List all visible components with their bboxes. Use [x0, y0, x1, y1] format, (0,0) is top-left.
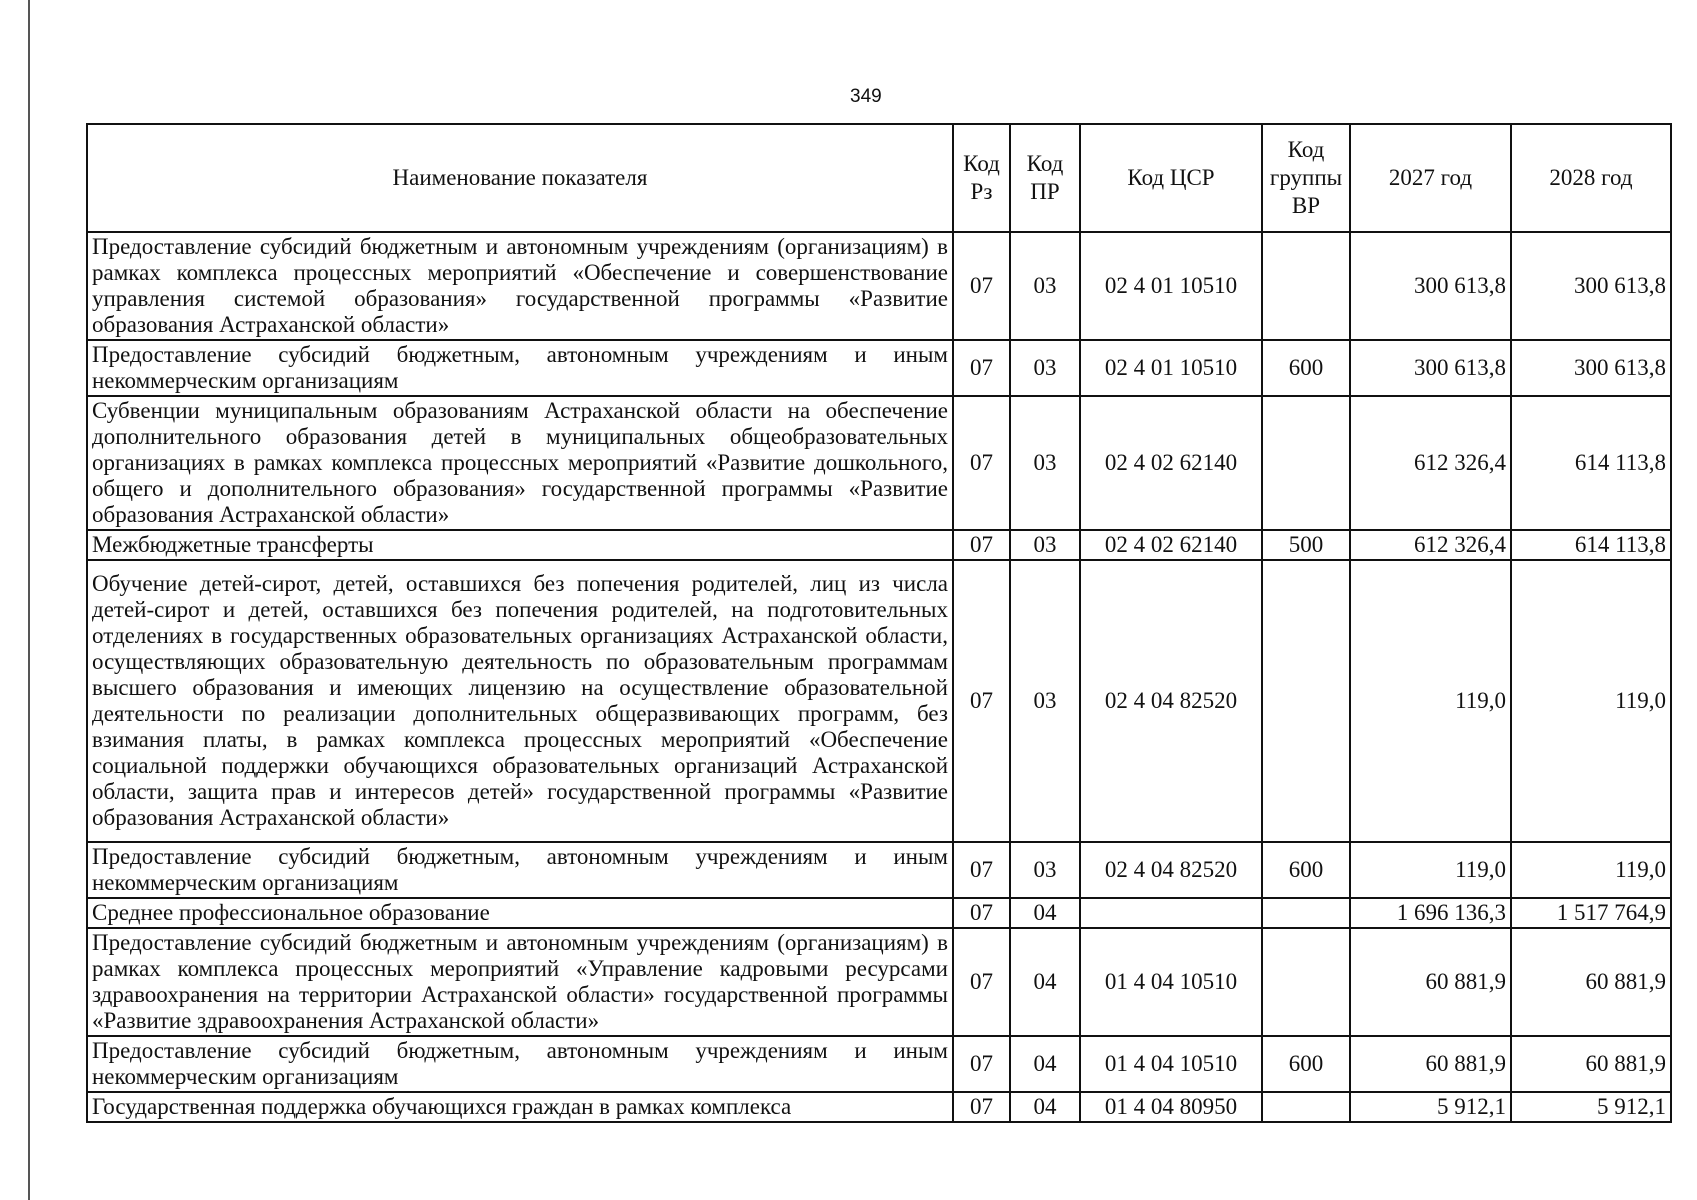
row-rz: 07: [953, 842, 1010, 898]
row-2027: 119,0: [1350, 560, 1511, 842]
row-pr: 04: [1010, 898, 1080, 928]
row-2028: 119,0: [1511, 560, 1671, 842]
row-name: Предоставление субсидий бюджетным и автономным учреждениям (организациям) в рамках комплекса процессных мероприятий «Обеспечение и совершенствование управления системой образования» государственной программы «Развитие образования Астраханской области»: [87, 232, 953, 340]
row-2028: 60 881,9: [1511, 1036, 1671, 1092]
row-rz: 07: [953, 928, 1010, 1036]
row-2027: 300 613,8: [1350, 232, 1511, 340]
header-csr: Код ЦСР: [1080, 124, 1262, 232]
margin-rule: [28, 0, 30, 1200]
row-2027: 60 881,9: [1350, 928, 1511, 1036]
row-name: Предоставление субсидий бюджетным и автономным учреждениям (организациям) в рамках комплекса процессных мероприятий «Управление кадровыми ресурсами здравоохранения на территории Астраханской области» государственной программы «Развитие здравоохранения Астраханской области»: [87, 928, 953, 1036]
row-2028: 300 613,8: [1511, 340, 1671, 396]
page-number: 349: [850, 86, 882, 107]
header-vr: Код группы ВР: [1262, 124, 1350, 232]
row-rz: 07: [953, 232, 1010, 340]
table-row: [87, 232, 1671, 340]
row-pr: 03: [1010, 396, 1080, 530]
table-row: [87, 898, 1671, 928]
row-2027: 612 326,4: [1350, 530, 1511, 560]
header-pr: Код ПР: [1010, 124, 1080, 232]
row-pr: 04: [1010, 928, 1080, 1036]
row-csr: 02 4 02 62140: [1080, 530, 1262, 560]
row-2028: 119,0: [1511, 842, 1671, 898]
row-rz: 07: [953, 530, 1010, 560]
row-rz: 07: [953, 560, 1010, 842]
row-name: Государственная поддержка обучающихся граждан в рамках комплекса: [87, 1092, 953, 1122]
table-row: [87, 340, 1671, 396]
row-vr: 600: [1262, 340, 1350, 396]
row-2027: 1 696 136,3: [1350, 898, 1511, 928]
row-name: Предоставление субсидий бюджетным, автономным учреждениям и иным некоммерческим организациям: [87, 1036, 953, 1092]
row-rz: 07: [953, 1092, 1010, 1122]
header-rz: Код Рз: [953, 124, 1010, 232]
row-pr: 04: [1010, 1092, 1080, 1122]
budget-table: [86, 123, 1672, 1123]
table-row: [87, 842, 1671, 898]
row-vr: [1262, 396, 1350, 530]
row-2027: 119,0: [1350, 842, 1511, 898]
row-csr: 01 4 04 80950: [1080, 1092, 1262, 1122]
row-csr: 02 4 02 62140: [1080, 396, 1262, 530]
row-vr: [1262, 928, 1350, 1036]
table-row: [87, 560, 1671, 842]
row-2028: 60 881,9: [1511, 928, 1671, 1036]
row-2028: 614 113,8: [1511, 530, 1671, 560]
row-vr: [1262, 232, 1350, 340]
row-name: Среднее профессиональное образование: [87, 898, 953, 928]
row-pr: 03: [1010, 340, 1080, 396]
row-vr: [1262, 560, 1350, 842]
row-pr: 04: [1010, 1036, 1080, 1092]
row-2028: 300 613,8: [1511, 232, 1671, 340]
table-header-row: [87, 124, 1671, 232]
row-pr: 03: [1010, 232, 1080, 340]
row-csr: [1080, 898, 1262, 928]
row-vr: 500: [1262, 530, 1350, 560]
row-csr: 02 4 01 10510: [1080, 340, 1262, 396]
row-vr: 600: [1262, 842, 1350, 898]
row-name: Субвенции муниципальным образованиям Астраханской области на обеспечение дополнительного образования детей в муниципальных общеобразовательных организациях в рамках комплекса процессных мероприятий «Развитие дошкольного, общего и дополнительного образования» государственной программы «Развитие образования Астраханской области»: [87, 396, 953, 530]
row-rz: 07: [953, 898, 1010, 928]
row-2027: 300 613,8: [1350, 340, 1511, 396]
row-vr: [1262, 898, 1350, 928]
row-pr: 03: [1010, 560, 1080, 842]
row-rz: 07: [953, 340, 1010, 396]
row-csr: 01 4 04 10510: [1080, 928, 1262, 1036]
row-name: Предоставление субсидий бюджетным, автономным учреждениям и иным некоммерческим организациям: [87, 842, 953, 898]
header-2027: 2027 год: [1350, 124, 1511, 232]
row-pr: 03: [1010, 842, 1080, 898]
row-vr: 600: [1262, 1036, 1350, 1092]
row-2027: 60 881,9: [1350, 1036, 1511, 1092]
header-2028: 2028 год: [1511, 124, 1671, 232]
row-rz: 07: [953, 1036, 1010, 1092]
row-2028: 5 912,1: [1511, 1092, 1671, 1122]
row-name: Межбюджетные трансферты: [87, 530, 953, 560]
table-row: [87, 396, 1671, 530]
row-csr: 02 4 04 82520: [1080, 560, 1262, 842]
row-csr: 01 4 04 10510: [1080, 1036, 1262, 1092]
table-row: [87, 530, 1671, 560]
header-name: Наименование показателя: [87, 124, 953, 232]
table-row: [87, 1036, 1671, 1092]
row-csr: 02 4 01 10510: [1080, 232, 1262, 340]
row-2028: 1 517 764,9: [1511, 898, 1671, 928]
table-row: [87, 928, 1671, 1036]
row-csr: 02 4 04 82520: [1080, 842, 1262, 898]
row-name: Предоставление субсидий бюджетным, автономным учреждениям и иным некоммерческим организациям: [87, 340, 953, 396]
table-row: [87, 1092, 1671, 1122]
row-pr: 03: [1010, 530, 1080, 560]
row-name: Обучение детей-сирот, детей, оставшихся без попечения родителей, лиц из числа детей-сирот и детей, оставшихся без попечения родителей, на подготовительных отделениях в государственных образовательных организациях Астраханской области, осуществляющих образовательную деятельность по образовательным программам высшего образования и имеющих лицензию на осуществление образовательной деятельности по реализации дополнительных общеразвивающих программ, без взимания платы, в рамках комплекса процессных мероприятий «Обеспечение социальной поддержки обучающихся образовательных организаций Астраханской области, защита прав и интересов детей» государственной программы «Развитие образования Астраханской области»: [87, 560, 953, 842]
row-2027: 612 326,4: [1350, 396, 1511, 530]
row-vr: [1262, 1092, 1350, 1122]
row-rz: 07: [953, 396, 1010, 530]
row-2028: 614 113,8: [1511, 396, 1671, 530]
row-2027: 5 912,1: [1350, 1092, 1511, 1122]
